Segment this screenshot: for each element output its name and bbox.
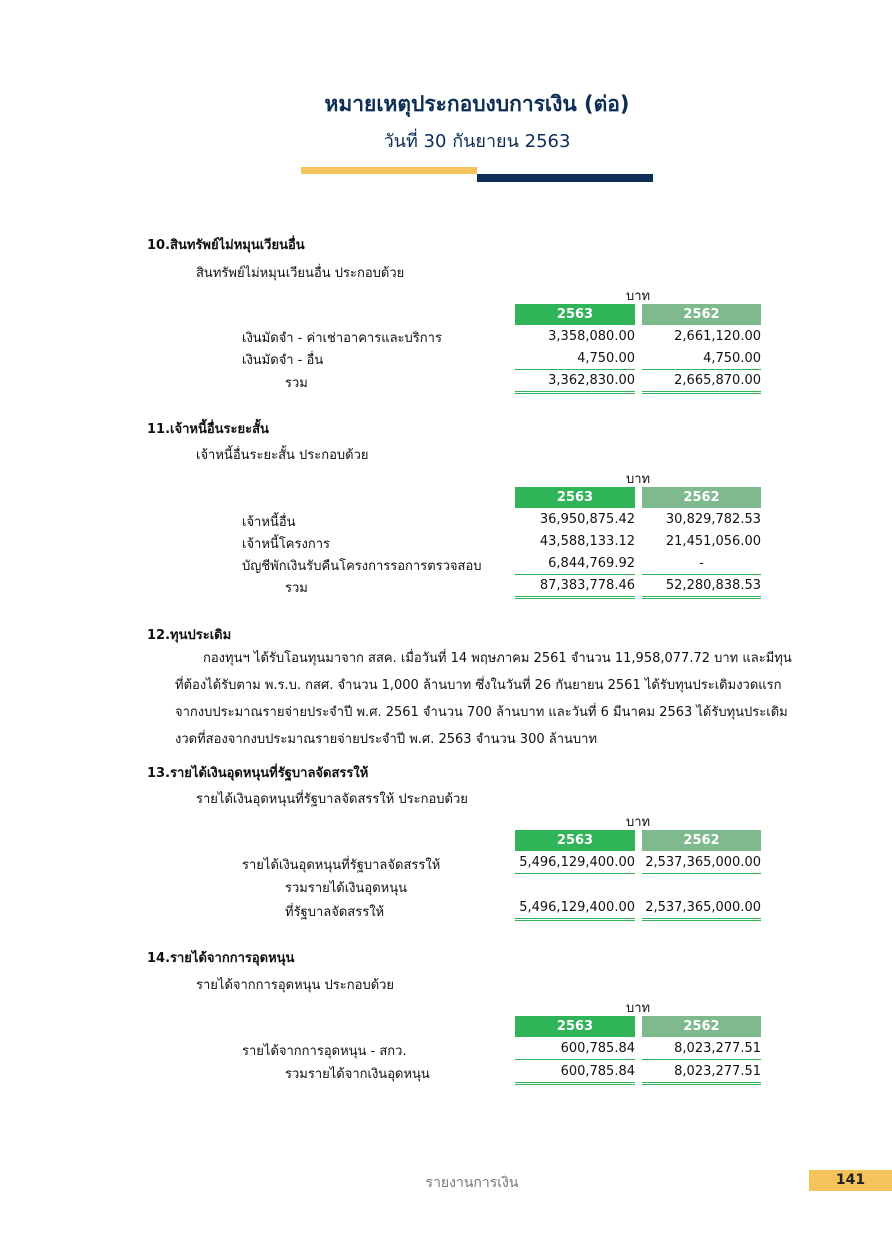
note11-col-2562: 2562	[642, 487, 761, 508]
note11-row-label: เจ้าหนี้อื่น	[242, 515, 296, 530]
note10-total-2563: 3,362,830.00	[515, 371, 635, 394]
note14-row-value-2562: 8,023,277.51	[642, 1039, 761, 1060]
note14-row-label: รายได้จากการอุดหนุน - สกว.	[242, 1044, 407, 1059]
note13-total-2563: 5,496,129,400.00	[515, 898, 635, 921]
note14-unit: บาท	[625, 1001, 651, 1016]
note11-row-label: บัญชีพักเงินรับคืนโครงการรอการตรวจสอบ	[242, 559, 482, 574]
note12-line: งวดที่สองจากงบประมาณรายจ่ายประจำปี พ.ศ. 2563 จำนวน 300 ล้านบาท	[175, 732, 598, 747]
note12-line: กองทุนฯ ได้รับโอนทุนมาจาก สสค. เมื่อวันที่ 14 พฤษภาคม 2561 จำนวน 11,958,077.72 บาท และมีทุน	[203, 651, 792, 666]
page-subtitle: วันที่ 30 กันยายน 2563	[383, 131, 571, 152]
note14-heading: 14.รายได้จากการอุดหนุน	[147, 951, 295, 966]
note10-intro: สินทรัพย์ไม่หมุนเวียนอื่น ประกอบด้วย	[196, 266, 405, 281]
note10-row-label: เงินมัดจำ - อื่น	[242, 353, 324, 368]
note13-col-2563: 2563	[515, 830, 635, 851]
note13-row-value-2562: 2,537,365,000.00	[642, 853, 761, 874]
note13-unit: บาท	[625, 815, 651, 830]
note11-heading: 11.เจ้าหนี้อื่นระยะสั้น	[147, 422, 269, 437]
note14-total-2563: 600,785.84	[515, 1062, 635, 1085]
note14-row-value-2563: 600,785.84	[515, 1039, 635, 1060]
note11-row-value-2563: 36,950,875.42	[539, 512, 635, 527]
note13-total-label-line2: ที่รัฐบาลจัดสรรให้	[285, 905, 385, 920]
note10-col-2562: 2562	[642, 304, 761, 325]
note13-intro: รายได้เงินอุดหนุนที่รัฐบาลจัดสรรให้ ประกอบด้วย	[196, 792, 468, 807]
note11-total-2562: 52,280,838.53	[642, 576, 761, 599]
note10-unit: บาท	[625, 289, 651, 304]
note13-row-value-2563: 5,496,129,400.00	[515, 853, 635, 874]
note12-heading: 12.ทุนประเดิม	[147, 628, 232, 643]
note13-total-2562: 2,537,365,000.00	[642, 898, 761, 921]
note10-total-label: รวม	[285, 376, 308, 391]
note10-row-value-2562: 2,661,120.00	[674, 329, 761, 344]
decorative-bar-yellow	[301, 167, 477, 174]
note12-line: จากงบประมาณรายจ่ายประจำปี พ.ศ. 2561 จำนวน 700 ล้านบาท และวันที่ 6 มีนาคม 2563 ได้รับทุนประเดิม	[175, 705, 788, 720]
note13-heading: 13.รายได้เงินอุดหนุนที่รัฐบาลจัดสรรให้	[147, 766, 369, 781]
note11-row-value-2563: 43,588,133.12	[539, 534, 635, 549]
note14-total-2562: 8,023,277.51	[642, 1062, 761, 1085]
note13-row-label: รายได้เงินอุดหนุนที่รัฐบาลจัดสรรให้	[242, 858, 441, 873]
note10-row-value-2563: 4,750.00	[515, 349, 635, 370]
note10-row-value-2563: 3,358,080.00	[548, 329, 635, 344]
note10-heading: 10.สินทรัพย์ไม่หมุนเวียนอื่น	[147, 238, 305, 253]
note12-line: ที่ต้องได้รับตาม พ.ร.บ. กสศ. จำนวน 1,000 ล้านบาท ซึ่งในวันที่ 26 กันยายน 2561 ได้รับทุนประเดิมงวดแรก	[175, 678, 782, 693]
footer-text: รายงานการเงิน	[425, 1175, 519, 1191]
note14-total-label: รวมรายได้จากเงินอุดหนุน	[285, 1067, 430, 1082]
note11-row-value-2562: -	[642, 554, 761, 575]
note13-total-label-line1: รวมรายได้เงินอุดหนุน	[285, 881, 408, 896]
note10-total-2562: 2,665,870.00	[642, 371, 761, 394]
note13-col-2562: 2562	[642, 830, 761, 851]
page-title: หมายเหตุประกอบงบการเงิน (ต่อ)	[324, 92, 630, 116]
note11-row-value-2563: 6,844,769.92	[515, 554, 635, 575]
note12-paragraph	[175, 645, 815, 753]
note11-row-label: เจ้าหนี้โครงการ	[242, 537, 330, 552]
note14-col-2563: 2563	[515, 1016, 635, 1037]
note11-row-value-2562: 30,829,782.53	[665, 512, 761, 527]
note14-col-2562: 2562	[642, 1016, 761, 1037]
note11-intro: เจ้าหนี้อื่นระยะสั้น ประกอบด้วย	[196, 448, 369, 463]
note10-row-label: เงินมัดจำ - ค่าเช่าอาคารและบริการ	[242, 331, 442, 346]
note11-total-2563: 87,383,778.46	[515, 576, 635, 599]
decorative-bar-navy	[477, 174, 653, 182]
note11-row-value-2562: 21,451,056.00	[665, 534, 761, 549]
note14-intro: รายได้จากการอุดหนุน ประกอบด้วย	[196, 978, 395, 993]
note11-unit: บาท	[625, 472, 651, 487]
note11-total-label: รวม	[285, 581, 308, 596]
note10-col-2563: 2563	[515, 304, 635, 325]
note11-col-2563: 2563	[515, 487, 635, 508]
note10-row-value-2562: 4,750.00	[642, 349, 761, 370]
page-number: 141	[809, 1170, 892, 1191]
